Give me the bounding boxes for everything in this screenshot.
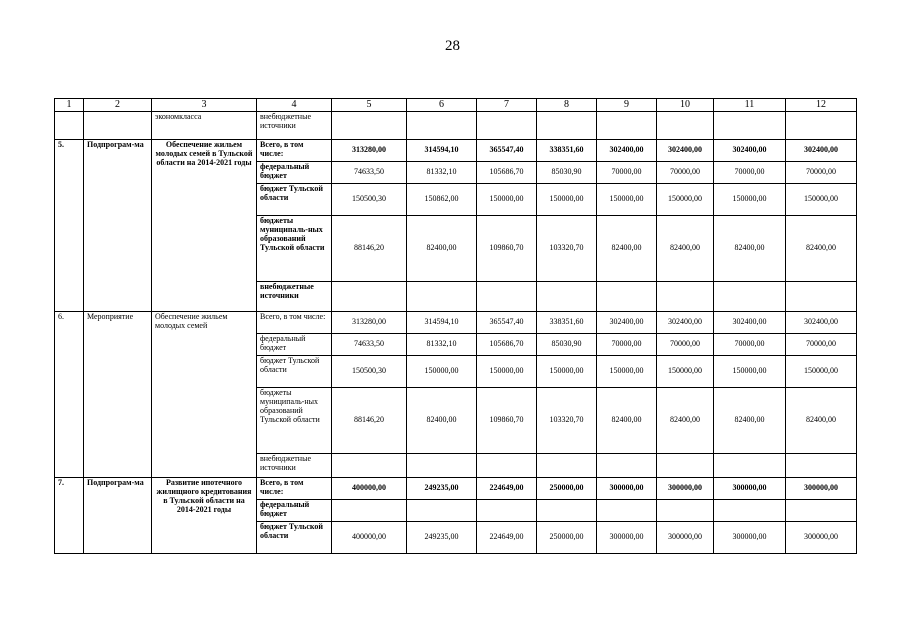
value-cell: 314594,10 xyxy=(407,312,477,334)
value-cell: 103320,70 xyxy=(537,388,597,454)
source-cell: Всего, в том числе: xyxy=(257,312,332,334)
value-cell: 81332,10 xyxy=(407,334,477,356)
column-header: 4 xyxy=(257,99,332,112)
value-cell: 74633,50 xyxy=(332,334,407,356)
value-cell: 82400,00 xyxy=(407,216,477,282)
value-cell xyxy=(332,500,407,522)
value-cell: 70000,00 xyxy=(786,162,857,184)
column-header: 7 xyxy=(477,99,537,112)
value-cell xyxy=(407,282,477,312)
value-cell: 150000,00 xyxy=(657,356,714,388)
column-header: 3 xyxy=(152,99,257,112)
value-cell: 82400,00 xyxy=(657,388,714,454)
value-cell: 74633,50 xyxy=(332,162,407,184)
value-cell xyxy=(477,454,537,478)
value-cell: 365547,40 xyxy=(477,140,537,162)
value-cell: 150000,00 xyxy=(477,184,537,216)
value-cell: 150000,00 xyxy=(714,184,786,216)
column-header: 12 xyxy=(786,99,857,112)
value-cell: 109860,70 xyxy=(477,388,537,454)
value-cell xyxy=(537,454,597,478)
value-cell: 300000,00 xyxy=(786,522,857,554)
value-cell: 88146,20 xyxy=(332,388,407,454)
value-cell xyxy=(407,500,477,522)
value-cell: 82400,00 xyxy=(597,388,657,454)
program-type-cell: Мероприятие xyxy=(84,312,152,478)
value-cell: 302400,00 xyxy=(597,312,657,334)
budget-table xyxy=(54,98,857,554)
value-cell: 82400,00 xyxy=(657,216,714,282)
value-cell: 249235,00 xyxy=(407,522,477,554)
value-cell: 150000,00 xyxy=(786,184,857,216)
value-cell: 70000,00 xyxy=(786,334,857,356)
value-cell xyxy=(407,454,477,478)
value-cell: 365547,40 xyxy=(477,312,537,334)
program-name-cell: Обеспечение жильем молодых семей xyxy=(152,312,257,478)
value-cell xyxy=(657,454,714,478)
value-cell: 70000,00 xyxy=(714,162,786,184)
table-row xyxy=(55,478,857,500)
value-cell: 70000,00 xyxy=(657,162,714,184)
value-cell: 70000,00 xyxy=(714,334,786,356)
value-cell: 70000,00 xyxy=(657,334,714,356)
value-cell: 302400,00 xyxy=(714,312,786,334)
program-name-cell: Развитие ипотечного жилищного кредитования в Тульской области на 2014-2021 годы xyxy=(152,478,257,554)
value-cell: 302400,00 xyxy=(657,140,714,162)
column-header: 5 xyxy=(332,99,407,112)
column-header: 9 xyxy=(597,99,657,112)
value-cell: 150862,00 xyxy=(407,184,477,216)
value-cell xyxy=(786,282,857,312)
source-cell: бюджет Тульской области xyxy=(257,184,332,216)
value-cell: 150000,00 xyxy=(714,356,786,388)
value-cell: 150000,00 xyxy=(537,356,597,388)
source-cell: бюджет Тульской области xyxy=(257,356,332,388)
value-cell: 82400,00 xyxy=(407,388,477,454)
value-cell: 300000,00 xyxy=(597,522,657,554)
source-cell: внебюджетные источники xyxy=(257,282,332,312)
value-cell xyxy=(537,282,597,312)
column-header: 6 xyxy=(407,99,477,112)
program-type-cell: Подпрограм-ма xyxy=(84,140,152,312)
table-row xyxy=(55,112,857,140)
value-cell: 70000,00 xyxy=(597,334,657,356)
value-cell: 314594,10 xyxy=(407,140,477,162)
source-cell: федеральный бюджет xyxy=(257,334,332,356)
value-cell: 150000,00 xyxy=(657,184,714,216)
value-cell: 150000,00 xyxy=(537,184,597,216)
table-row xyxy=(55,140,857,162)
value-cell: 224649,00 xyxy=(477,522,537,554)
header-row xyxy=(55,99,857,112)
value-cell xyxy=(477,282,537,312)
column-header: 8 xyxy=(537,99,597,112)
value-cell: 300000,00 xyxy=(786,478,857,500)
source-cell: Всего, в том числе: xyxy=(257,478,332,500)
value-cell: 85030,90 xyxy=(537,334,597,356)
value-cell xyxy=(597,500,657,522)
value-cell: 302400,00 xyxy=(657,312,714,334)
source-cell: бюджет Тульской области xyxy=(257,522,332,554)
source-cell: федеральный бюджет xyxy=(257,500,332,522)
value-cell: 249235,00 xyxy=(407,478,477,500)
value-cell: 400000,00 xyxy=(332,478,407,500)
value-cell: 150000,00 xyxy=(786,356,857,388)
row-number-cell: 5. xyxy=(55,140,84,312)
value-cell: 313280,00 xyxy=(332,140,407,162)
value-cell xyxy=(332,454,407,478)
value-cell: 150000,00 xyxy=(597,184,657,216)
value-cell: 109860,70 xyxy=(477,216,537,282)
value-cell: 300000,00 xyxy=(714,522,786,554)
value-cell: 150000,00 xyxy=(597,356,657,388)
value-cell: 250000,00 xyxy=(537,522,597,554)
column-header: 1 xyxy=(55,99,84,112)
value-cell: 302400,00 xyxy=(786,312,857,334)
table-row xyxy=(55,312,857,334)
value-cell: 88146,20 xyxy=(332,216,407,282)
value-cell: 150500,30 xyxy=(332,356,407,388)
value-cell xyxy=(714,454,786,478)
value-cell xyxy=(786,500,857,522)
value-cell: 150000,00 xyxy=(477,356,537,388)
value-cell: 300000,00 xyxy=(714,478,786,500)
value-cell: 300000,00 xyxy=(657,522,714,554)
value-cell: 82400,00 xyxy=(786,388,857,454)
value-cell xyxy=(714,282,786,312)
value-cell xyxy=(714,500,786,522)
value-cell xyxy=(332,282,407,312)
value-cell: 338351,60 xyxy=(537,140,597,162)
value-cell: 302400,00 xyxy=(714,140,786,162)
value-cell: 85030,90 xyxy=(537,162,597,184)
value-cell: 150000,00 xyxy=(407,356,477,388)
program-name-cell: Обеспечение жильем молодых семей в Тульской области на 2014-2021 годы xyxy=(152,140,257,312)
row-number-cell: 6. xyxy=(55,312,84,478)
value-cell: 82400,00 xyxy=(786,216,857,282)
value-cell xyxy=(537,500,597,522)
value-cell xyxy=(597,282,657,312)
source-cell: внебюджетные источники xyxy=(257,112,332,140)
row-number-cell: 7. xyxy=(55,478,84,554)
value-cell: 302400,00 xyxy=(786,140,857,162)
value-cell: 250000,00 xyxy=(537,478,597,500)
value-cell: 300000,00 xyxy=(597,478,657,500)
source-cell: внебюджетные источники xyxy=(257,454,332,478)
value-cell xyxy=(786,454,857,478)
page-number: 28 xyxy=(445,38,460,54)
value-cell: 103320,70 xyxy=(537,216,597,282)
value-cell: 82400,00 xyxy=(597,216,657,282)
program-type-cell: Подпрограм-ма xyxy=(84,478,152,554)
value-cell: 82400,00 xyxy=(714,216,786,282)
source-cell: Всего, в том числе: xyxy=(257,140,332,162)
source-cell: бюджеты муниципаль-ных образований Тульской области xyxy=(257,216,332,282)
value-cell: 70000,00 xyxy=(597,162,657,184)
value-cell: 224649,00 xyxy=(477,478,537,500)
column-header: 2 xyxy=(84,99,152,112)
value-cell: 82400,00 xyxy=(714,388,786,454)
program-name-cell: экономкласса xyxy=(152,112,257,140)
value-cell: 300000,00 xyxy=(657,478,714,500)
value-cell xyxy=(477,500,537,522)
column-header: 11 xyxy=(714,99,786,112)
value-cell xyxy=(657,500,714,522)
value-cell: 338351,60 xyxy=(537,312,597,334)
value-cell xyxy=(657,282,714,312)
source-cell: федеральный бюджет xyxy=(257,162,332,184)
value-cell: 313280,00 xyxy=(332,312,407,334)
value-cell xyxy=(597,454,657,478)
value-cell: 105686,70 xyxy=(477,162,537,184)
value-cell: 302400,00 xyxy=(597,140,657,162)
value-cell: 105686,70 xyxy=(477,334,537,356)
value-cell: 150500,30 xyxy=(332,184,407,216)
value-cell: 81332,10 xyxy=(407,162,477,184)
column-header: 10 xyxy=(657,99,714,112)
value-cell: 400000,00 xyxy=(332,522,407,554)
source-cell: бюджеты муниципаль-ных образований Тульской области xyxy=(257,388,332,454)
